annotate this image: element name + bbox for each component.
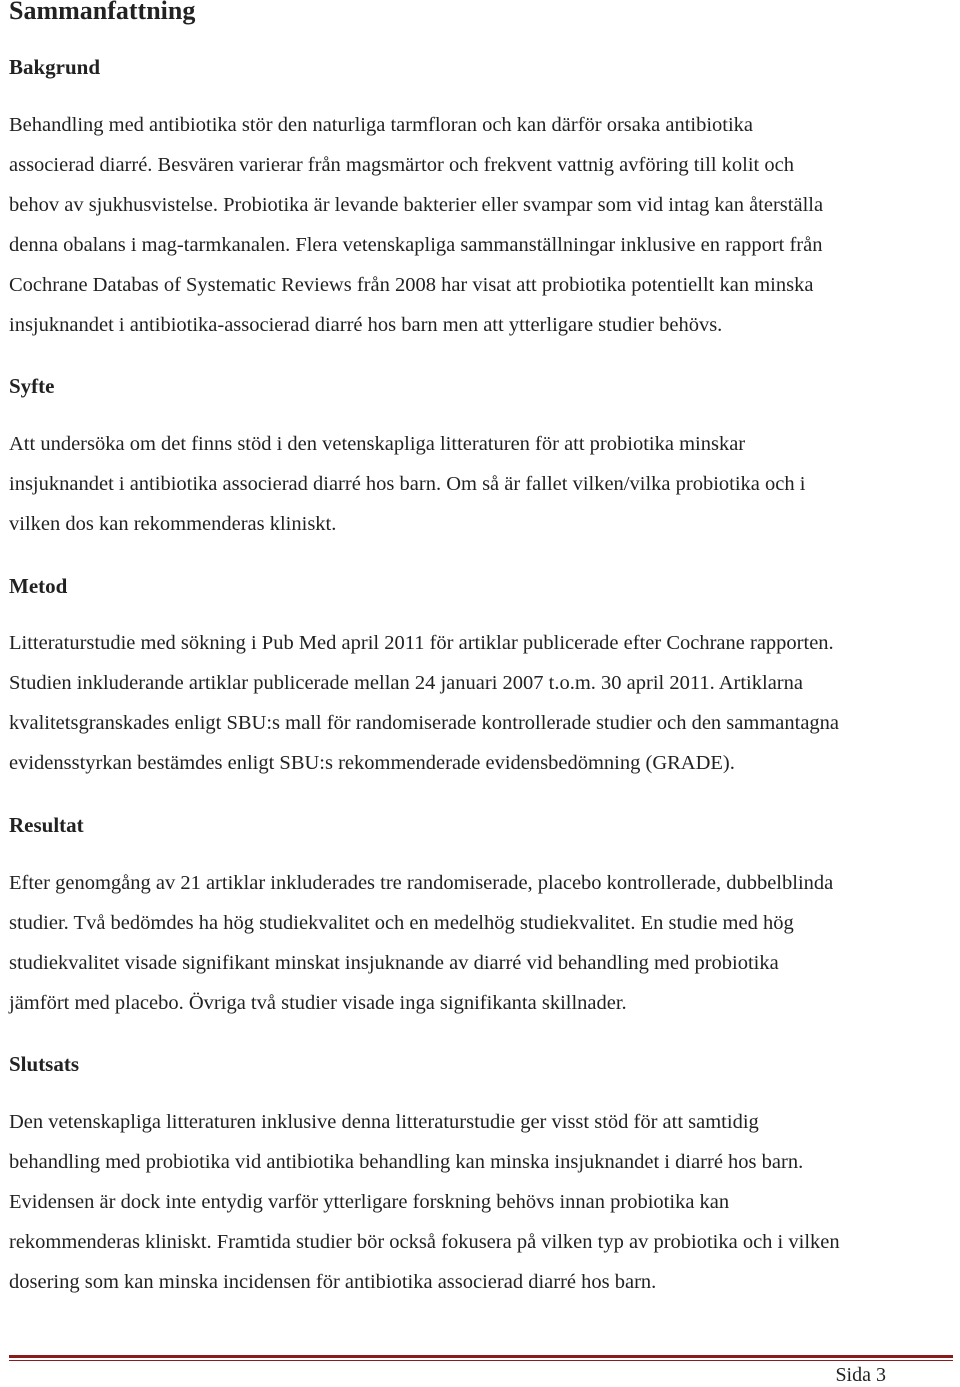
text-line: Behandling med antibiotika stör den naturliga tarmfloran och kan därför orsaka antibiotika bbox=[9, 114, 754, 136]
text-line: insjuknandet i antibiotika-associerad diarré hos barn men att ytterligare studier behövs. bbox=[9, 314, 723, 336]
section-heading-metod: Metod bbox=[9, 574, 68, 598]
footer-divider bbox=[9, 1355, 953, 1358]
section-heading-slutsats: Slutsats bbox=[9, 1052, 80, 1076]
text-line: Den vetenskapliga litteraturen inklusive denna litteraturstudie ger visst stöd för att samtidig bbox=[9, 1111, 759, 1133]
section-heading-syfte: Syfte bbox=[9, 374, 55, 398]
section-body-bakgrund bbox=[9, 105, 954, 345]
text-line: Att undersöka om det finns stöd i den vetenskapliga litteraturen för att probiotika minskar bbox=[9, 433, 746, 455]
text-line: Litteraturstudie med sökning i Pub Med april 2011 för artiklar publicerade efter Cochrane rapporten. bbox=[9, 632, 834, 654]
text-line: studier. Två bedömdes ha hög studiekvalitet och en medelhög studiekvalitet. En studie med hög bbox=[9, 912, 794, 934]
section-heading-bakgrund: Bakgrund bbox=[9, 55, 101, 79]
text-line: Efter genomgång av 21 artiklar inkluderades tre randomiserade, placebo kontrollerade, dubbelblinda bbox=[9, 872, 834, 894]
text-line: Studien inkluderande artiklar publicerade mellan 24 januari 2007 t.o.m. 30 april 2011. Artiklarna bbox=[9, 672, 803, 694]
text-line: denna obalans i mag-tarmkanalen. Flera vetenskapliga sammanställningar inklusive en rapport från bbox=[9, 234, 823, 256]
text-line: insjuknandet i antibiotika associerad diarré hos barn. Om så är fallet vilken/vilka probiotika och i bbox=[9, 473, 806, 495]
text-line: evidensstyrkan bestämdes enligt SBU:s rekommenderade evidensbedömning (GRADE). bbox=[9, 752, 735, 774]
text-line: kvalitetsgranskades enligt SBU:s mall för randomiserade kontrollerade studier och den sammantagna bbox=[9, 712, 840, 734]
text-line: vilken dos kan rekommenderas kliniskt. bbox=[9, 513, 337, 535]
text-line: dosering som kan minska incidensen för antibiotika associerad diarré hos barn. bbox=[9, 1271, 657, 1293]
text-line: jämfört med placebo. Övriga två studier visade inga signifikanta skillnader. bbox=[9, 992, 627, 1014]
footer-divider-thin bbox=[9, 1360, 953, 1361]
text-line: behandling med probiotika vid antibiotika behandling kan minska insjuknandet i diarré hos barn. bbox=[9, 1151, 804, 1173]
text-line: studiekvalitet visade signifikant minskat insjuknande av diarré vid behandling med probiotika bbox=[9, 952, 779, 974]
text-line: Evidensen är dock inte entydig varför ytterligare forskning behövs innan probiotika kan bbox=[9, 1191, 730, 1213]
page-number: Sida 3 bbox=[835, 1364, 886, 1386]
section-body-resultat bbox=[9, 863, 954, 1023]
section-body-slutsats bbox=[9, 1102, 954, 1302]
section-body-syfte bbox=[9, 424, 954, 544]
section-body-metod bbox=[9, 623, 954, 783]
document-title: Sammanfattning bbox=[9, 0, 196, 25]
text-line: rekommenderas kliniskt. Framtida studier bör också fokusera på vilken typ av probiotika och i vilken bbox=[9, 1231, 840, 1253]
text-line: associerad diarré. Besvären varierar från magsmärtor och frekvent vattnig avföring till kolit och bbox=[9, 154, 794, 176]
text-line: Cochrane Databas of Systematic Reviews från 2008 har visat att probiotika potentiellt kan minska bbox=[9, 274, 814, 296]
text-line: behov av sjukhusvistelse. Probiotika är levande bakterier eller svampar som vid intag kan återställa bbox=[9, 194, 824, 216]
section-heading-resultat: Resultat bbox=[9, 813, 84, 837]
